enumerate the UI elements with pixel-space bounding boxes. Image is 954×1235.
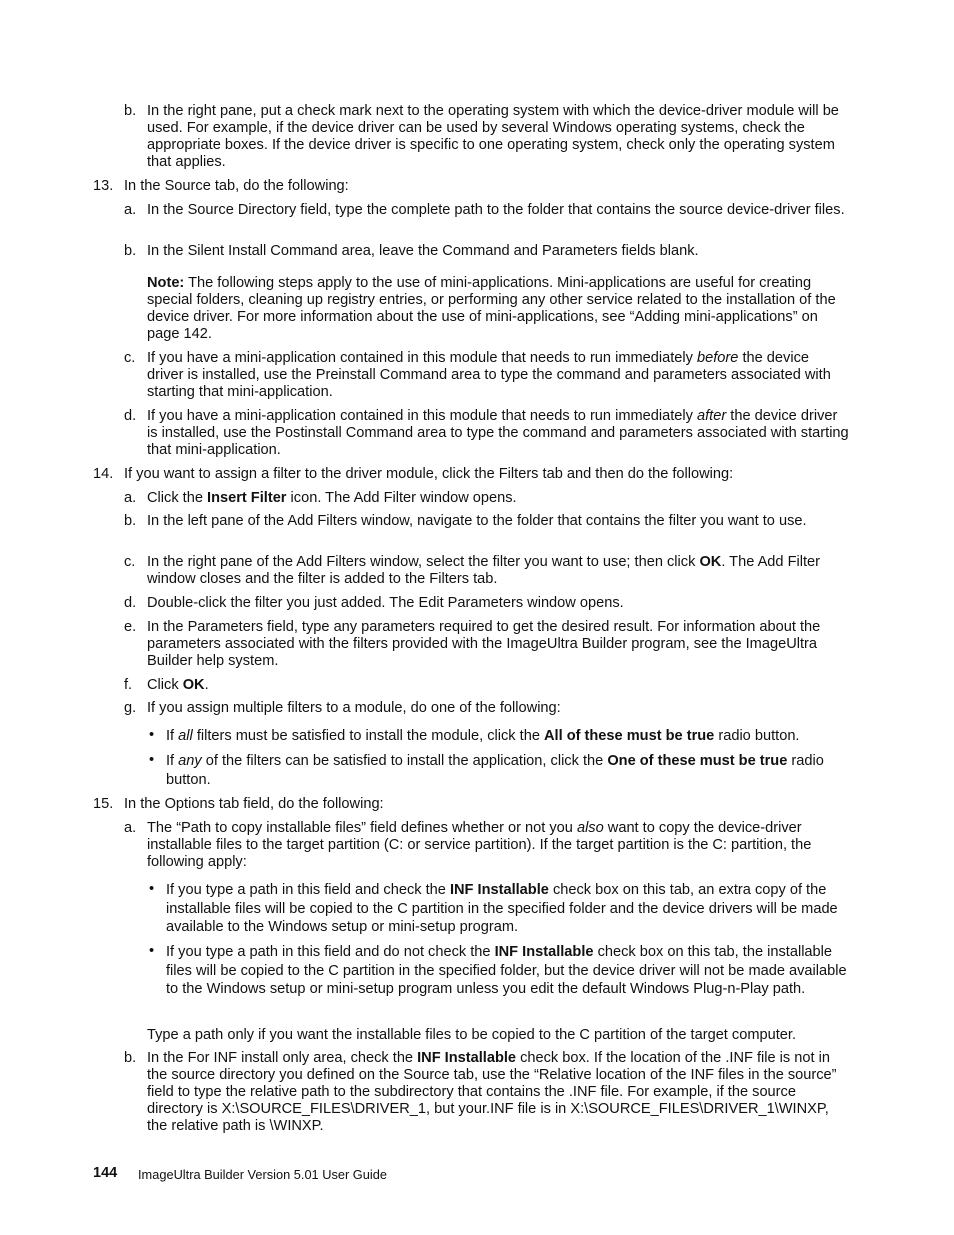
item-label: b. — [124, 243, 137, 259]
item-text: In the Source Directory field, type the complete path to the folder that contains the source device-driver files. — [147, 202, 845, 218]
bullet: • — [149, 752, 155, 768]
ui-term-ok: OK — [699, 554, 722, 570]
item-label: a. — [124, 490, 137, 506]
item-text: In the For INF install only area, check the INF Installable check box. If the location of the .INF file is not in the source directory you defined on the Source tab, use the “Relative location of the INF files in the source” field to type the relative path to the subdirectory that contains the .INF file. For example, if the source directory is X:\SOURCE_FILES\DRIVER_1, but your.INF file is in X:\SOURCE_FILES\DRIVER_1\WINXP, the relative path is \WINXP. — [147, 1050, 837, 1134]
item-text: If you assign multiple filters to a module, do one of the following: — [147, 700, 561, 716]
item-label: f. — [124, 677, 133, 693]
item-text: In the Parameters field, type any parameters required to get the desired result. For information about the parameters associated with the filters provided with the ImageUltra Builder program, see the ImageUltra Builder help system. — [147, 619, 821, 669]
footer-title: ImageUltra Builder Version 5.01 User Guide — [138, 1167, 387, 1182]
bullet-text: If any of the filters can be satisfied to install the application, click the One of these must be true radio button. — [166, 753, 824, 788]
item-label: e. — [124, 619, 137, 635]
item-label: a. — [124, 820, 137, 836]
ui-term-inf-installable: INF Installable — [417, 1050, 517, 1066]
ui-term-all-true: All of these must be true — [544, 728, 715, 744]
item-label: a. — [124, 202, 137, 218]
note-paragraph — [147, 275, 849, 343]
item-label: d. — [124, 595, 137, 611]
ui-term-ok: OK — [182, 677, 205, 693]
ui-term-inf-installable: INF Installable — [449, 882, 549, 898]
item-label: b. — [124, 513, 137, 529]
step-text: If you want to assign a filter to the driver module, click the Filters tab and then do the following: — [124, 466, 734, 482]
item-text: If you have a mini-application contained in this module that needs to run immediately after the device driver is installed, use the Postinstall Command area to type the command and parameters associated with starting that mini-application. — [147, 408, 849, 458]
item-label: c. — [124, 554, 136, 570]
item-text: If you have a mini-application contained in this module that needs to run immediately before the device driver is installed, use the Preinstall Command area to type the command and parameters associated with starting that mini-application. — [147, 350, 831, 400]
item-label: b. — [124, 1050, 137, 1066]
item-label: d. — [124, 408, 137, 424]
ui-term-insert-filter: Insert Filter — [207, 490, 287, 506]
ui-term-one-true: One of these must be true — [607, 753, 788, 769]
item-text: Click the Insert Filter icon. The Add Filter window opens. — [147, 490, 517, 506]
item-label: b. — [124, 103, 137, 119]
ui-term-inf-installable: INF Installable — [494, 944, 594, 960]
step-text: In the Source tab, do the following: — [124, 178, 349, 194]
bullet: • — [149, 727, 155, 743]
step-number: 15. — [93, 796, 114, 812]
step-text: In the Options tab field, do the following: — [124, 796, 384, 812]
note-text: The following steps apply to the use of mini-applications. Mini-applications are useful for creating special folders, cleaning up registry entries, or performing any other service related to the installation of the device driver. For more information about the use of mini-applications, see “Adding mini-applications” on page 142. — [147, 275, 836, 342]
body-paragraph: Type a path only if you want the installable files to be copied to the C partition of the target computer. — [147, 1027, 797, 1043]
item-text: In the left pane of the Add Filters window, navigate to the folder that contains the filter you want to use. — [147, 513, 807, 529]
bullet: • — [149, 943, 155, 959]
bullet-text: If all filters must be satisfied to install the module, click the All of these must be true radio button. — [166, 728, 800, 744]
item-text: Double-click the filter you just added. The Edit Parameters window opens. — [147, 595, 624, 611]
note-label: Note: — [147, 275, 185, 291]
bullet-text: If you type a path in this field and check the INF Installable check box on this tab, an extra copy of the installable files will be copied to the C partition in the specified folder and the device drivers will be made available to the Windows setup or mini-setup program. — [166, 882, 838, 936]
item-label: g. — [124, 700, 137, 716]
item-text: In the Silent Install Command area, leave the Command and Parameters fields blank. — [147, 243, 699, 259]
item-text: The “Path to copy installable files” field defines whether or not you also want to copy the device-driver installable files to the target partition (C: or service partition). If the target partition is the C: partition, the following apply: — [147, 820, 812, 870]
page-number: 144 — [93, 1165, 118, 1181]
item-text: In the right pane of the Add Filters window, select the filter you want to use; then click OK. The Add Filter window closes and the filter is added to the Filters tab. — [147, 554, 821, 587]
emphasis-after: after — [697, 408, 727, 424]
bullet-text: If you type a path in this field and do not check the INF Installable check box on this tab, the installable files will be copied to the C partition in the specified folder, but the device driver will not be made available to the Windows setup or mini-setup program unless you edit the default Windows Plug-n-Play path. — [166, 944, 847, 998]
bullet: • — [149, 881, 155, 897]
step-number: 14. — [93, 466, 114, 482]
step-number: 13. — [93, 178, 114, 194]
emphasis-before: before — [697, 350, 739, 366]
item-text: Click OK. — [147, 677, 209, 693]
item-text: In the right pane, put a check mark next to the operating system with which the device-driver module will be used. For example, if the device driver can be used by several Windows operating systems, check the appropriate boxes. If the device driver is specific to one operating system, check only the operating system that applies. — [147, 103, 839, 170]
item-label: c. — [124, 350, 136, 366]
